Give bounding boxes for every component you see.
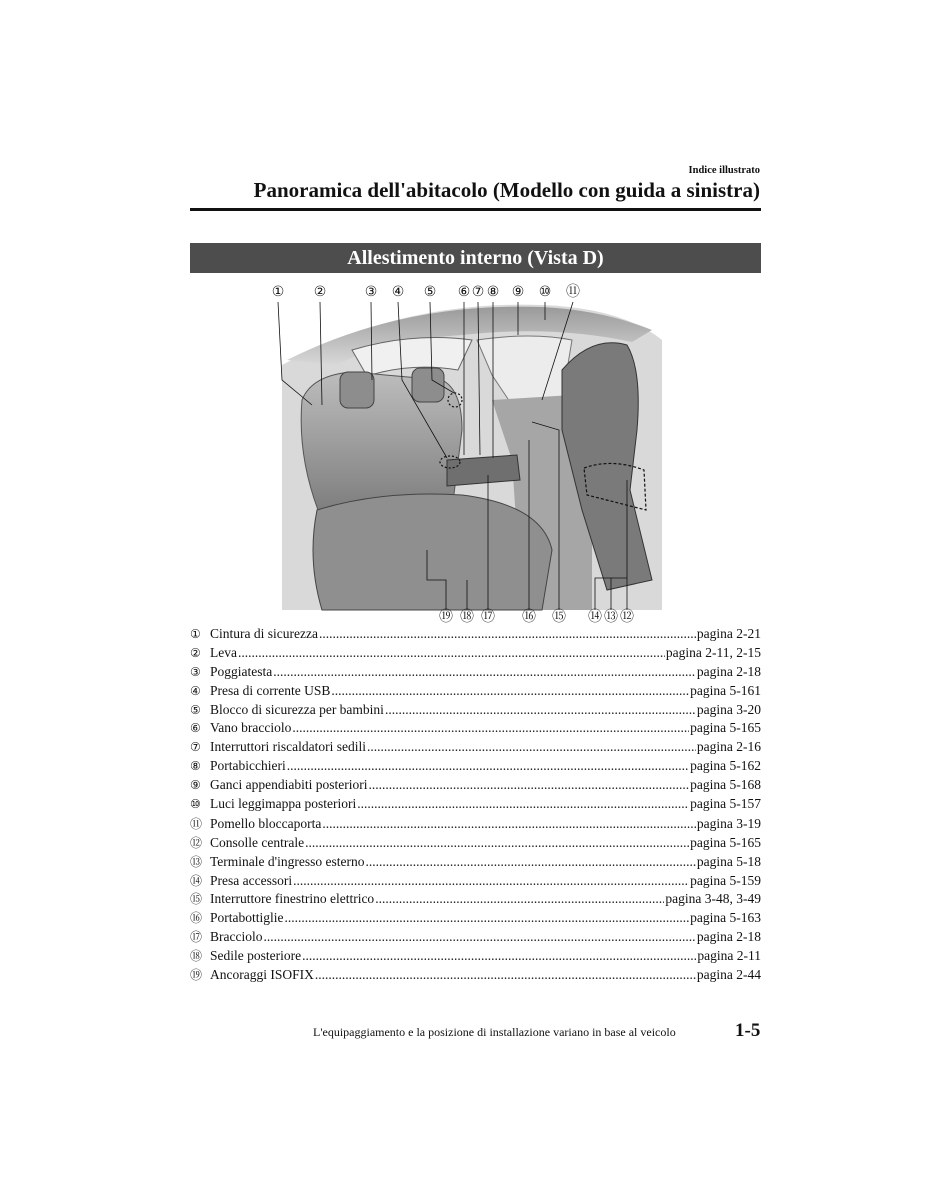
legend-item bbox=[190, 664, 761, 683]
legend-page-ref: pagina 5-157 bbox=[690, 796, 761, 812]
legend-item bbox=[190, 645, 761, 664]
legend-page-ref: pagina 5-18 bbox=[696, 853, 761, 869]
callout-15: ⑮ bbox=[552, 609, 566, 625]
headrest-left bbox=[340, 372, 374, 408]
legend-page-ref: pagina 5-162 bbox=[690, 758, 761, 774]
callout-11: ⑪ bbox=[566, 284, 580, 300]
legend-label: Leva bbox=[210, 644, 237, 660]
legend-number: ⑰ bbox=[190, 930, 203, 945]
legend-label: Pomello bloccaporta bbox=[210, 815, 322, 831]
legend-page-ref: pagina 3-20 bbox=[696, 701, 761, 717]
leader-dots bbox=[263, 929, 695, 945]
legend-item bbox=[190, 815, 761, 834]
leader-dots bbox=[273, 664, 696, 680]
legend-item bbox=[190, 777, 761, 796]
legend-page-ref: pagina 5-165 bbox=[690, 834, 761, 850]
legend-number: ⑤ bbox=[190, 702, 201, 717]
legend-page-ref: pagina 5-163 bbox=[690, 910, 761, 926]
legend-page-ref: pagina 3-19 bbox=[696, 815, 761, 831]
callout-19: ⑲ bbox=[439, 609, 453, 625]
leader-dots bbox=[365, 854, 695, 870]
page-title: Panoramica dell'abitacolo (Modello con guida a sinistra) bbox=[253, 178, 760, 202]
legend-label: Luci leggimappa posteriori bbox=[210, 796, 357, 812]
legend-number: ⑭ bbox=[190, 873, 203, 888]
legend-item bbox=[190, 890, 761, 909]
legend-page-ref: pagina 2-21 bbox=[696, 626, 761, 641]
callout-16: ⑯ bbox=[522, 609, 536, 625]
section-label: Indice illustrato bbox=[688, 165, 760, 176]
leader-dots bbox=[305, 835, 689, 851]
legend-item bbox=[190, 683, 761, 702]
callout-6: ⑥ bbox=[457, 284, 471, 300]
legend-item bbox=[190, 853, 761, 872]
legend-label: Presa accessori bbox=[210, 872, 293, 888]
legend-page-ref: pagina 2-44 bbox=[696, 967, 761, 983]
legend-number: ⑲ bbox=[190, 968, 203, 983]
legend-number: ⑪ bbox=[190, 816, 203, 831]
leader-dots bbox=[375, 891, 664, 907]
legend-number: ① bbox=[190, 627, 201, 641]
callout-17: ⑰ bbox=[481, 609, 495, 625]
leader-dots bbox=[367, 739, 696, 755]
rear-seat-cushion bbox=[313, 494, 552, 610]
leader-dots bbox=[293, 873, 689, 889]
legend-page-ref: pagina 2-11 bbox=[697, 948, 761, 964]
leader-dots bbox=[287, 758, 689, 774]
leader-dots bbox=[385, 702, 696, 718]
callout-18: ⑱ bbox=[460, 609, 474, 625]
interior-illustration bbox=[262, 280, 662, 625]
footer-note: L'equipaggiamento e la posizione di installazione variano in base al veicolo bbox=[313, 1025, 676, 1039]
leader-dots bbox=[315, 967, 696, 983]
legend-label: Cintura di sicurezza bbox=[210, 626, 318, 641]
legend-item bbox=[190, 834, 761, 853]
armrest-shape bbox=[447, 455, 520, 486]
legend-number: ⑫ bbox=[190, 835, 203, 850]
legend-label: Interruttori riscaldatori sedili bbox=[210, 739, 366, 755]
legend-list bbox=[190, 626, 761, 985]
callouts-bottom bbox=[439, 609, 634, 625]
legend-label: Blocco di sicurezza per bambini bbox=[210, 701, 384, 717]
legend-number: ⑧ bbox=[190, 759, 201, 774]
leader-dots bbox=[238, 645, 665, 661]
legend-page-ref: pagina 2-11, 2-15 bbox=[665, 644, 761, 660]
leader-dots bbox=[285, 910, 690, 926]
leader-dots bbox=[331, 683, 689, 699]
legend-page-ref: pagina 2-18 bbox=[696, 663, 761, 679]
legend-item bbox=[190, 758, 761, 777]
section-label-wrap bbox=[0, 160, 760, 178]
leader-dots bbox=[357, 796, 689, 812]
legend-label: Ganci appendiabiti posteriori bbox=[210, 777, 368, 793]
callout-3: ③ bbox=[364, 284, 378, 300]
legend-number: ⑨ bbox=[190, 778, 201, 793]
legend-number: ⑦ bbox=[190, 740, 201, 755]
legend-page-ref: pagina 5-161 bbox=[690, 682, 761, 698]
callout-12: ⑫ bbox=[620, 609, 634, 625]
legend-label: Consolle centrale bbox=[210, 834, 305, 850]
legend-item bbox=[190, 702, 761, 721]
legend-label: Interruttore finestrino elettrico bbox=[210, 891, 375, 907]
legend-item bbox=[190, 928, 761, 947]
legend-label: Sedile posteriore bbox=[210, 948, 302, 964]
legend-item bbox=[190, 796, 761, 815]
callout-9: ⑨ bbox=[511, 284, 525, 300]
legend-page-ref: pagina 2-16 bbox=[696, 739, 761, 755]
legend-number: ③ bbox=[190, 664, 201, 679]
leader-dots bbox=[302, 948, 696, 964]
callout-14: ⑭ bbox=[588, 609, 602, 625]
legend-number: ⑮ bbox=[190, 892, 203, 907]
callout-4: ④ bbox=[391, 284, 405, 300]
leader-dots bbox=[322, 816, 696, 832]
legend-label: Ancoraggi ISOFIX bbox=[210, 967, 314, 983]
legend-label: Bracciolo bbox=[210, 929, 263, 945]
legend-number: ⑱ bbox=[190, 949, 203, 964]
legend-page-ref: pagina 2-18 bbox=[696, 929, 761, 945]
leader-dots bbox=[319, 626, 696, 642]
legend-page-ref: pagina 5-168 bbox=[690, 777, 761, 793]
legend-label: Poggiatesta bbox=[210, 663, 273, 679]
callout-1: ① bbox=[271, 284, 285, 300]
page-number: 1-5 bbox=[735, 1020, 761, 1041]
callout-8: ⑧ bbox=[486, 284, 500, 300]
legend-page-ref: pagina 5-159 bbox=[690, 872, 761, 888]
callout-7: ⑦ bbox=[471, 284, 485, 300]
callout-2: ② bbox=[313, 284, 327, 300]
legend-label: Presa di corrente USB bbox=[210, 682, 331, 698]
legend-item bbox=[190, 739, 761, 758]
legend-number: ⑬ bbox=[190, 854, 203, 869]
leader-dots bbox=[292, 720, 689, 736]
legend-item bbox=[190, 720, 761, 739]
headrest-right bbox=[412, 368, 444, 402]
legend-item bbox=[190, 947, 761, 966]
legend-number: ⑯ bbox=[190, 911, 203, 926]
callout-10: ⑩ bbox=[538, 284, 552, 300]
view-banner: Allestimento interno (Vista D) bbox=[190, 243, 761, 273]
legend-item bbox=[190, 872, 761, 891]
legend-page-ref: pagina 3-48, 3-49 bbox=[665, 891, 761, 907]
legend-label: Vano bracciolo bbox=[210, 720, 292, 736]
leader-dots bbox=[368, 777, 689, 793]
callout-13: ⑬ bbox=[604, 609, 618, 625]
legend-item bbox=[190, 966, 761, 985]
legend-item bbox=[190, 626, 761, 645]
callouts-top bbox=[272, 284, 580, 300]
legend-number: ④ bbox=[190, 683, 201, 698]
title-rule bbox=[190, 208, 761, 211]
legend-label: Portabottiglie bbox=[210, 910, 284, 926]
callout-5: ⑤ bbox=[423, 284, 437, 300]
legend-label: Terminale d'ingresso esterno bbox=[210, 853, 365, 869]
legend-number: ⑥ bbox=[190, 721, 201, 736]
legend-number: ⑩ bbox=[190, 797, 201, 812]
legend-item bbox=[190, 909, 761, 928]
legend-label: Portabicchieri bbox=[210, 758, 286, 774]
legend-number: ② bbox=[190, 645, 201, 660]
legend-page-ref: pagina 5-165 bbox=[690, 720, 761, 736]
